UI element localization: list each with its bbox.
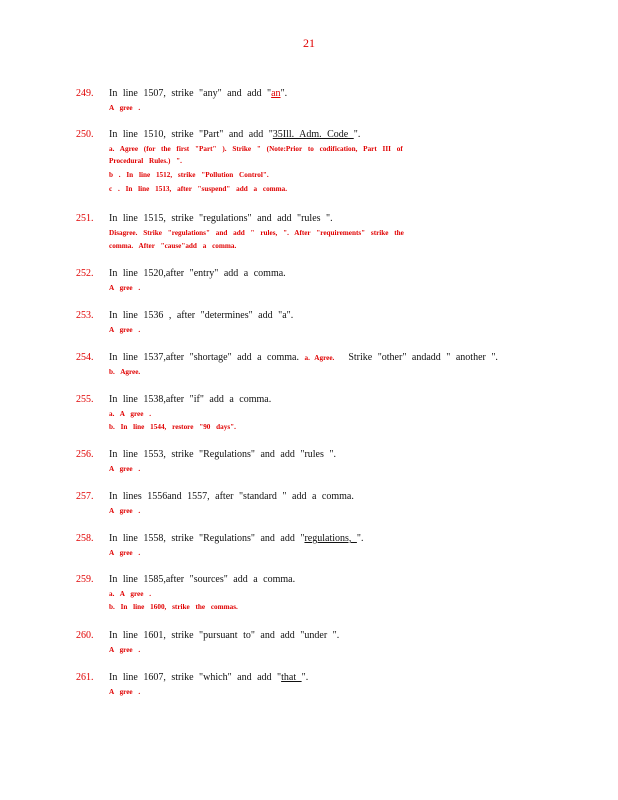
item-response: b . In line 1512, strike "Pollution Control". [109,171,269,179]
item-response: A gree . [109,104,141,112]
item-number: 250. [76,129,94,140]
item-number: 256. [76,449,94,460]
page-number: 21 [303,36,315,50]
item-text: In line 1536 , after "determines" add "a". [109,310,294,321]
item-number: 261. [76,672,94,683]
item-response: A gree . [109,646,141,654]
item-response: A gree . [109,326,141,334]
item-response: Procedural Rules.) ". [109,157,182,165]
item-response: b. In line 1544, restore "90 days". [109,423,236,431]
item-text: In line 1585,after "sources" add a comma. [109,574,296,585]
item-number: 257. [76,491,94,502]
item-response: b. In line 1600, strike the commas. [109,603,238,611]
item-number: 258. [76,533,94,544]
item-number: 260. [76,630,94,641]
item-number: 251. [76,213,94,224]
item-text: In line 1601, strike "pursuant to" and add "under ". [109,630,340,641]
item-response: a. A gree . [109,590,152,598]
item-text: In line 1510, strike "Part" and add "35Ill. Adm. Code ". [109,129,361,140]
item-response: A gree . [109,688,141,696]
item-number: 259. [76,574,94,585]
item-text: In line 1507, strike "any" and add "an". [109,88,288,99]
item-number: 252. [76,268,94,279]
item-response: b. Agree. [109,368,141,376]
item-response: comma. After "cause"add a comma. [109,242,237,250]
item-text: In line 1558, strike "Regulations" and add "regulations, ". [109,533,364,544]
item-text: In line 1607, strike "which" and add "that ". [109,672,309,683]
item-text: In lines 1556and 1557, after "standard " add a comma. [109,491,354,502]
item-response: A gree . [109,465,141,473]
item-response: A gree . [109,549,141,557]
item-response: A gree . [109,284,141,292]
item-number: 254. [76,352,94,363]
item-response: a. A gree . [109,410,152,418]
item-text: In line 1538,after "if" add a comma. [109,394,272,405]
item-number: 249. [76,88,94,99]
item-text: In line 1520,after "entry" add a comma. [109,268,286,279]
item-response: c . In line 1513, after "suspend" add a comma. [109,185,288,193]
item-text: In line 1515, strike "regulations" and add "rules ". [109,213,333,224]
item-text: In line 1537,after "shortage" add a comma. a. Agree. Strike "other" andadd " another ". [109,352,498,363]
item-number: 255. [76,394,94,405]
item-number: 253. [76,310,94,321]
item-response: A gree . [109,507,141,515]
item-text: In line 1553, strike "Regulations" and add "rules ". [109,449,336,460]
item-response: Disagree. Strike "regulations" and add " rules, ". After "requirements" strike the [109,229,404,237]
item-response: a. Agree (for the first "Part" ). Strike " (Note:Prior to codification, Part III of [109,145,403,153]
